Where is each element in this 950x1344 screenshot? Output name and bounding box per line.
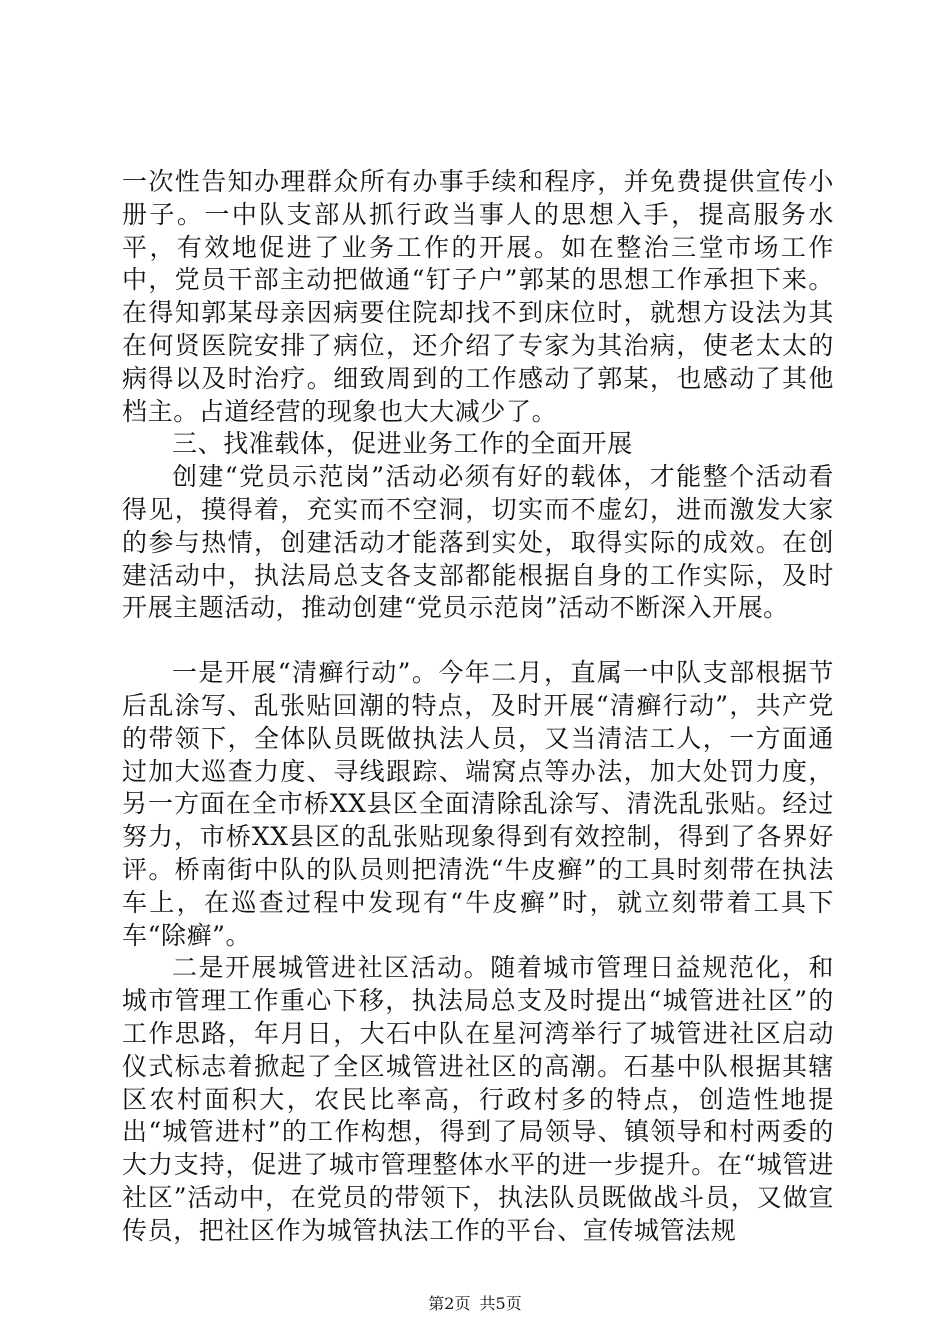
paragraph-service-continuation: 一次性告知办理群众所有办事手续和程序，并免费提供宣传小册子。一中队支部从抓行政当事人的思想入手，提高服务水平，有效地促进了业务工作的开展。如在整治三堂市场工作中，党员干部主动把做通“钉子户”郭某的思想工作承担下来。在得知郭某母亲因病要住院却找不到床位时，就想方设法为其在何贤医院安排了病位，还介绍了专家为其治病，使老太太的病得以及时治疗。细致周到的工作感动了郭某，也感动了其他档主。占道经营的现象也大大减少了。 bbox=[122, 167, 834, 426]
page-footer bbox=[0, 1294, 950, 1314]
paragraph-carrier-intro: 创建“党员示范岗”活动必须有好的载体，才能整个活动看得见，摸得着，充实而不空洞，切实而不虚幻，进而激发大家的参与热情，创建活动才能落到实处，取得实际的成效。在创建活动中，执法局总支各支部都能根据自身的工作实际，及时开展主题活动，推动创建“党员示范岗”活动不断深入开展。 bbox=[122, 462, 834, 623]
section-heading-three: 三、找准载体，促进业务工作的全面开展 bbox=[172, 429, 633, 459]
page-total: 共5页 bbox=[479, 1294, 522, 1313]
document-body bbox=[122, 166, 834, 1248]
paragraph-clean-action: 一是开展“清癣行动”。今年二月，直属一中队支部根据节后乱涂写、乱张贴回潮的特点，及时开展“清癣行动”，共产党的带领下，全体队员既做执法人员，又当清洁工人，一方面通过加大巡查力度、寻线跟踪、端窝点等办法，加大处罚力度，另一方面在全市桥XX县区全面清除乱涂写、清洗乱张贴。经过努力，市桥XX县区的乱张贴现象得到有效控制，得到了各界好评。桥南街中队的队员则把清洗“牛皮癣”的工具时刻带在执法车上，在巡查过程中发现有“牛皮癣”时，就立刻带着工具下车“除癣”。 bbox=[122, 658, 834, 950]
paragraph-community-activity: 二是开展城管进社区活动。随着城市管理日益规范化，和城市管理工作重心下移，执法局总支及时提出“城管进社区”的工作思路，年月日，大石中队在星河湾举行了城管进社区启动仪式标志着掀起了全区城管进社区的高潮。石基中队根据其辖区农村面积大，农民比率高，行政村多的特点，创造性地提出“城管进村”的工作构想，得到了局领导、镇领导和村两委的大力支持，促进了城市管理整体水平的进一步提升。在“城管进社区”活动中，在党员的带领下，执法队员既做战斗员，又做宣传员，把社区作为城管执法工作的平台、宣传城管法规 bbox=[122, 953, 834, 1245]
page-number: 第2页 bbox=[428, 1294, 471, 1313]
